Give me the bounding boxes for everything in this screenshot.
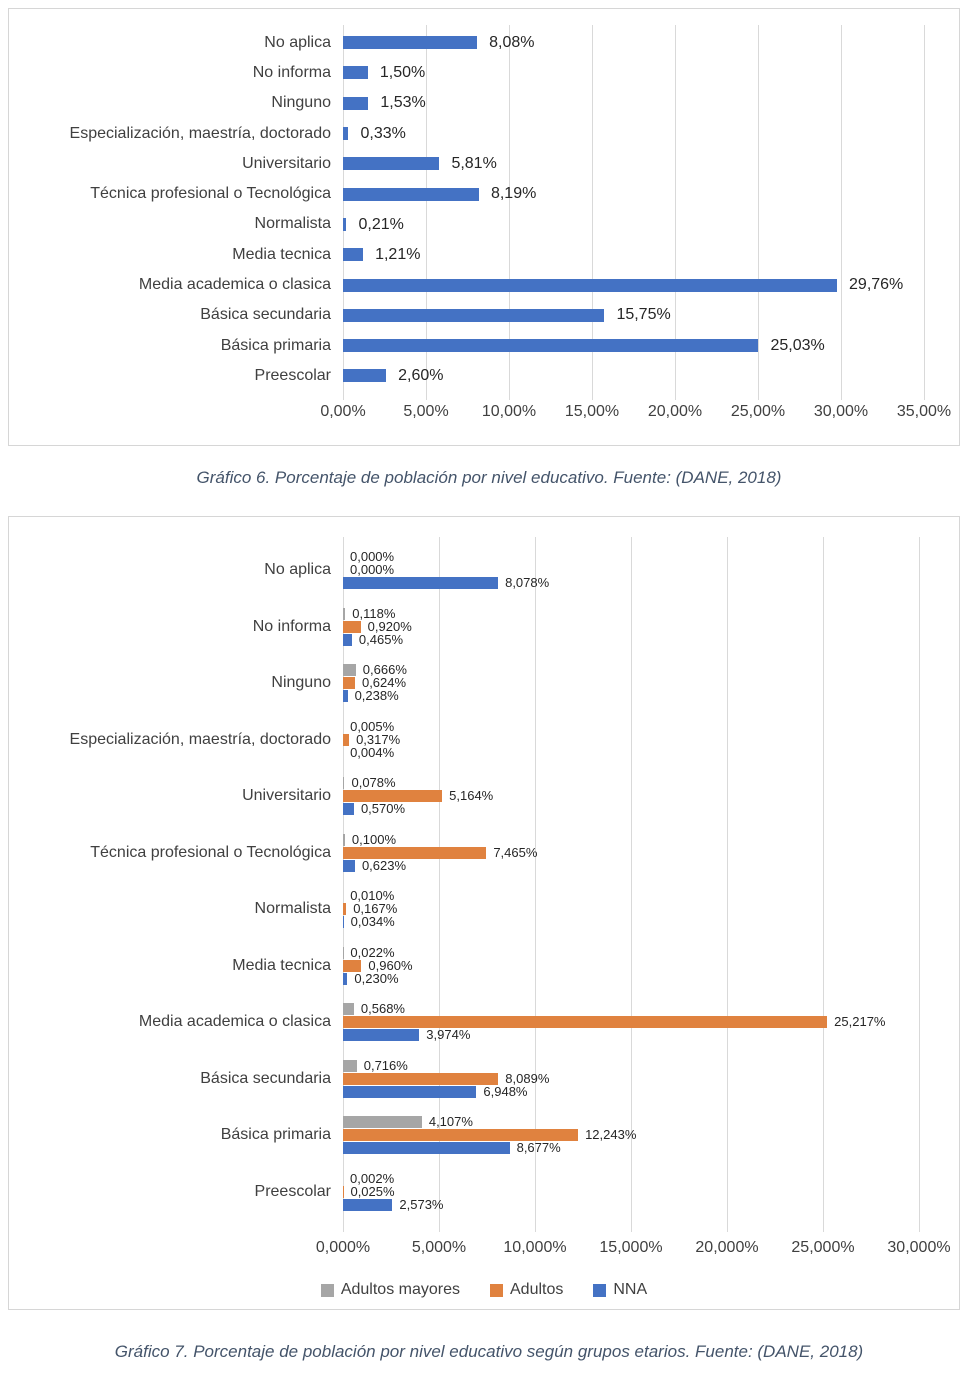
value-label: 25,03% (770, 336, 825, 354)
value-label: 0,920% (367, 618, 412, 634)
category-label: Universitario (242, 154, 331, 172)
value-label: 0,004% (350, 744, 395, 760)
value-label: 3,974% (426, 1027, 471, 1043)
category-label: Básica secundaria (200, 1069, 331, 1087)
value-label: 0,624% (361, 675, 407, 691)
grafico-7-caption: Gráfico 7. Porcentaje de población por nivel educativo según grupos etarios. Fuente: (DANE, 2018) (114, 1342, 864, 1361)
x-tick-label: 30,000% (887, 1239, 951, 1256)
grafico-6-chart (8, 8, 960, 446)
x-tick-label: 20,00% (647, 403, 703, 420)
category-label: Universitario (242, 787, 331, 805)
bar-adultos-mayores (343, 608, 345, 620)
value-label: 0,716% (363, 1057, 408, 1073)
value-label: 12,243% (585, 1127, 637, 1143)
value-label: 1,21% (375, 245, 421, 263)
value-label: 0,000% (350, 562, 395, 578)
bar-nna (343, 916, 344, 928)
bar-adultos (343, 1016, 827, 1028)
bar-nna (343, 860, 355, 872)
value-label: 8,089% (505, 1070, 550, 1086)
x-tick-label: 25,000% (791, 1239, 855, 1256)
category-label: Especialización, maestría, doctorado (69, 124, 331, 142)
value-label: 0,022% (350, 944, 395, 960)
value-label: 8,08% (489, 33, 535, 51)
x-tick-label: 5,000% (411, 1239, 467, 1256)
category-label: No informa (252, 617, 331, 635)
value-label: 0,167% (353, 901, 398, 917)
category-label: Normalista (254, 215, 331, 233)
x-tick-label: 25,00% (730, 403, 786, 420)
value-label: 8,677% (516, 1140, 561, 1156)
value-label: 0,568% (360, 1001, 405, 1017)
value-label: 0,034% (350, 914, 395, 930)
value-label: 0,623% (361, 857, 407, 873)
category-label: Preescolar (254, 1182, 331, 1200)
bar-adultos (343, 734, 349, 746)
grafico-7-chart (8, 516, 960, 1310)
category-label: Media tecnica (232, 245, 331, 263)
value-label: 29,76% (849, 276, 904, 294)
bar-value (343, 369, 386, 382)
bar-value (343, 218, 346, 231)
category-label: Media academica o clasica (138, 276, 331, 294)
bar-adultos (343, 677, 355, 689)
value-label: 1,50% (379, 64, 426, 82)
bar-adultos-mayores (343, 834, 345, 846)
x-tick-label: 5,00% (403, 403, 449, 420)
bar-value (343, 97, 368, 110)
x-tick-label: 20,000% (695, 1239, 759, 1256)
category-label: Normalista (254, 900, 331, 918)
bar-value (343, 127, 348, 140)
bar-adultos-mayores (343, 664, 356, 676)
value-label: 0,118% (352, 605, 396, 621)
value-label: 0,002% (350, 1170, 395, 1186)
value-label: 0,317% (356, 731, 401, 747)
legend-item-adultos (490, 1281, 563, 1299)
value-label: 8,078% (505, 575, 550, 591)
legend-swatch-nna-icon (593, 1284, 606, 1297)
bar-value (343, 157, 439, 170)
bar-nna (343, 803, 354, 815)
category-label: No informa (252, 63, 331, 81)
gridline (535, 537, 536, 1232)
category-label: Básica secundaria (200, 306, 331, 324)
value-label: 0,078% (351, 775, 396, 791)
bar-value (343, 66, 368, 79)
value-label: 4,107% (428, 1114, 473, 1130)
value-label: 1,53% (380, 94, 426, 112)
legend (9, 1281, 959, 1299)
value-label: 2,573% (399, 1196, 444, 1212)
bar-adultos-mayores (343, 1003, 354, 1015)
x-tick-label: 0,000% (315, 1239, 371, 1256)
bar-nna (343, 1199, 392, 1211)
gridline (823, 537, 824, 1232)
legend-item-adultos-mayores (321, 1281, 460, 1299)
x-tick-label: 0,00% (320, 403, 366, 420)
bar-adultos-mayores (343, 1116, 422, 1128)
category-label: Técnica profesional o Tecnológica (90, 843, 331, 861)
value-label: 0,21% (358, 215, 404, 233)
legend-item-nna (593, 1281, 647, 1299)
category-label: No aplica (264, 33, 331, 51)
category-label: Ninguno (271, 94, 331, 112)
value-label: 8,19% (490, 185, 537, 203)
value-label: 25,217% (834, 1014, 886, 1030)
value-label: 5,164% (449, 788, 494, 804)
value-label: 7,465% (493, 844, 538, 860)
gridline (924, 25, 925, 400)
bar-nna (343, 634, 352, 646)
gridline (919, 537, 920, 1232)
x-tick-label: 30,00% (813, 403, 869, 420)
value-label: 0,570% (360, 801, 406, 817)
category-label: Básica primaria (220, 1126, 331, 1144)
category-label: Media academica o clasica (138, 1013, 331, 1031)
value-label: 0,666% (362, 662, 407, 678)
bar-adultos (343, 903, 346, 915)
grafico-6-caption: Gráfico 6. Porcentaje de población por nivel educativo. Fuente: (DANE, 2018) (196, 468, 782, 487)
bar-value (343, 248, 363, 261)
value-label: 0,100% (351, 831, 396, 847)
category-label: Preescolar (254, 366, 331, 384)
x-tick-label: 15,00% (564, 403, 620, 420)
bar-adultos-mayores (343, 1060, 357, 1072)
legend-label: NNA (613, 1281, 648, 1298)
x-tick-label: 15,000% (599, 1239, 663, 1256)
bar-nna (343, 577, 498, 589)
legend-label: Adultos mayores (340, 1281, 460, 1298)
gridline (841, 25, 842, 400)
bar-nna (343, 1029, 419, 1041)
value-label: 0,025% (350, 1183, 395, 1199)
value-label: 0,000% (350, 549, 395, 565)
bar-nna (343, 973, 347, 985)
value-label: 6,948% (483, 1083, 528, 1099)
value-label: 5,81% (451, 154, 497, 172)
legend-swatch-adultos-mayores-icon (321, 1284, 334, 1297)
value-label: 0,465% (358, 631, 404, 647)
category-label: Ninguno (271, 674, 331, 692)
value-label: 0,005% (350, 718, 395, 734)
category-label: Especialización, maestría, doctorado (69, 730, 331, 748)
category-label: No aplica (264, 561, 331, 579)
category-label: Técnica profesional o Tecnológica (90, 185, 331, 203)
value-label: 2,60% (398, 367, 444, 385)
legend-label: Adultos (510, 1281, 564, 1298)
bar-value (343, 339, 758, 352)
bar-value (343, 188, 479, 201)
value-label: 0,33% (360, 124, 406, 142)
value-label: 0,960% (368, 957, 413, 973)
category-label: Básica primaria (220, 336, 331, 354)
bar-adultos-mayores (343, 777, 344, 789)
bar-value (343, 279, 837, 292)
x-tick-label: 10,000% (503, 1239, 567, 1256)
bar-value (343, 309, 604, 322)
value-label: 0,230% (354, 970, 399, 986)
x-tick-label: 10,00% (481, 403, 537, 420)
x-tick-label: 35,00% (896, 403, 952, 420)
bar-nna (343, 1086, 476, 1098)
gridline (727, 537, 728, 1232)
legend-swatch-adultos-icon (490, 1284, 503, 1297)
bar-value (343, 36, 477, 49)
value-label: 15,75% (616, 306, 671, 324)
bar-adultos (343, 1073, 498, 1085)
value-label: 0,238% (354, 688, 399, 704)
bar-nna (343, 1142, 510, 1154)
value-label: 0,010% (350, 888, 395, 904)
bar-nna (343, 690, 348, 702)
category-label: Media tecnica (232, 956, 331, 974)
